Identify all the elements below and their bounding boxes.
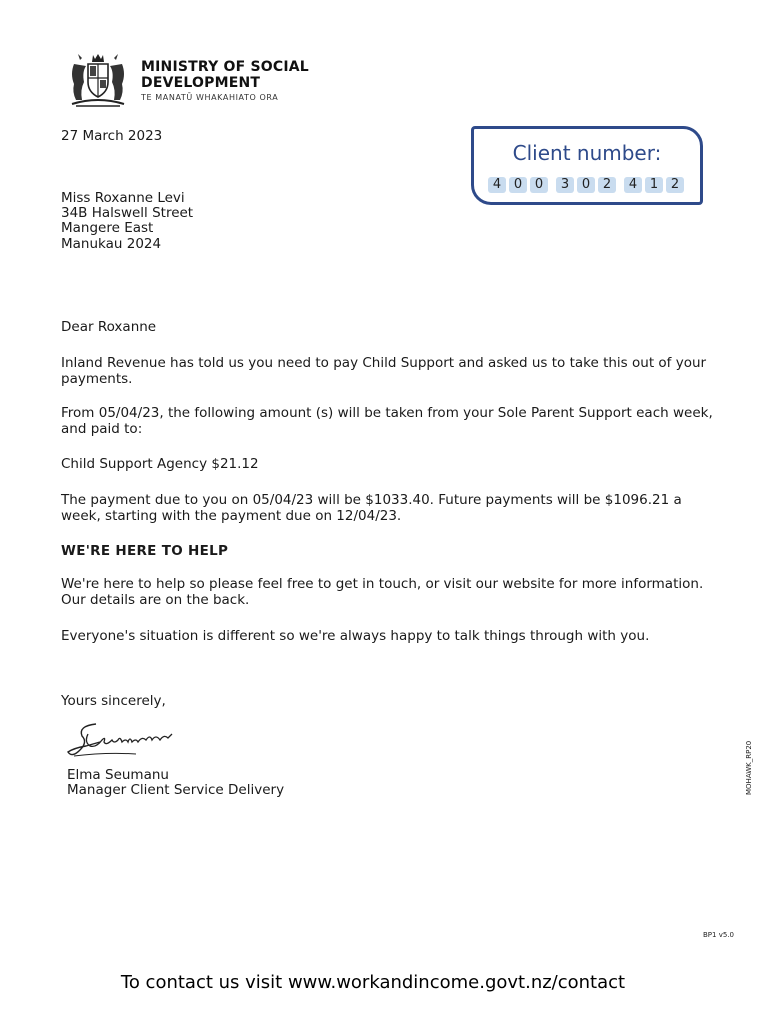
form-version-code: BP1 v5.0: [703, 931, 734, 939]
client-number-label: Client number:: [512, 141, 662, 165]
org-name-line2: DEVELOPMENT: [141, 75, 261, 91]
org-name-line1: MINISTRY OF SOCIAL: [141, 59, 309, 75]
paragraph-intro: Inland Revenue has told us you need to pay Child Support and asked us to take this out of your payments.: [61, 355, 707, 387]
closing: Yours sincerely,: [61, 693, 166, 709]
client-digit: 3: [556, 177, 574, 193]
org-maori-name: TE MANATŪ WHAKAHIATO ORA: [141, 93, 279, 102]
help-heading: WE'RE HERE TO HELP: [61, 543, 229, 559]
client-digit: 2: [598, 177, 616, 193]
client-digit: 0: [577, 177, 595, 193]
client-digit: 1: [645, 177, 663, 193]
client-digit: 0: [509, 177, 527, 193]
ministry-logo: [66, 52, 336, 110]
recipient-street: 34B Halswell Street: [61, 205, 194, 221]
recipient-name: Miss Roxanne Levi: [61, 190, 185, 206]
paragraph-deduction-info: From 05/04/23, the following amount (s) will be taken from your Sole Parent Support each week, and paid to:: [61, 405, 713, 437]
salutation: Dear Roxanne: [61, 319, 157, 335]
signatory-name: Elma Seumanu: [67, 767, 169, 783]
signature-image: [66, 712, 184, 768]
recipient-city: Manukau 2024: [61, 236, 162, 252]
client-digit: 0: [530, 177, 548, 193]
client-number-digits: [488, 177, 684, 193]
signatory-title: Manager Client Service Delivery: [67, 782, 285, 798]
client-digit: 4: [624, 177, 642, 193]
recipient-suburb: Mangere East: [61, 220, 154, 236]
client-digit: 4: [488, 177, 506, 193]
coat-of-arms-icon: [66, 52, 130, 108]
contact-footer: To contact us visit www.workandincome.govt.nz/contact: [120, 972, 626, 993]
client-number-box: [471, 126, 703, 205]
paragraph-payment-amounts: The payment due to you on 05/04/23 will be $1033.40. Future payments will be $1096.21 a week, starting with the payment due on 12/04/23.: [61, 492, 682, 524]
paragraph-help: We're here to help so please feel free to get in touch, or visit our website for more information. Our details are on the back.: [61, 576, 704, 608]
letter-date: 27 March 2023: [61, 128, 163, 144]
deduction-line: Child Support Agency $21.12: [61, 456, 259, 472]
paragraph-situation: Everyone's situation is different so we're always happy to talk things through with you.: [61, 628, 650, 644]
client-digit: 2: [666, 177, 684, 193]
print-side-code: MOHAWK_RP20: [745, 740, 753, 795]
